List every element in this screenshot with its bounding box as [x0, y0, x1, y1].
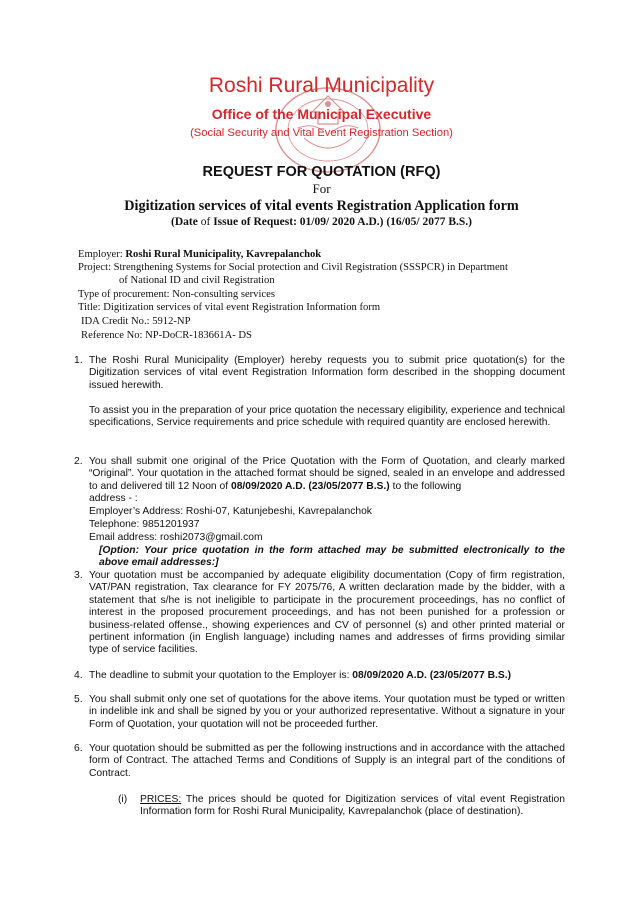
ida-credit: IDA Credit No.: 5912-NP: [81, 316, 191, 327]
item-3-text: Your quotation must be accompanied by adequate eligibility documentation (Copy of firm registration, VAT/PAN registration, Tax clearance for FY 2075/76, A written declaration made by the bidder, with a statement that s/he is not ineligible to participate in the procurement proceedings, has no conflict of interest in the proposed procurement proceedings, and has not been punished for a profession or business-related offense., showing experiences and CV of personnel (s) and other printed material or pertinent information (in English language) including names and addresses of firms providing similar type of service facilities.: [89, 570, 565, 656]
title-for: For: [312, 181, 331, 196]
item-6i-text: [140, 794, 565, 819]
item-6-number: 6.: [74, 743, 83, 754]
issue-date-prefix: (Date: [171, 216, 198, 228]
item-2-number: 2.: [74, 456, 83, 467]
item-4-number: 4.: [74, 670, 83, 681]
item-2-text-a: You shall submit one original of the Price Quotation with the Form of Quotation, and clearly marked “Original”. Your quotation in the attached format should be signed, sealed in an envelope and addressed to and delivered till 12 Noon of: [89, 456, 565, 492]
item-6i-number: (i): [118, 794, 128, 805]
reference-number: Reference No: NP-DoCR-183661A- DS: [81, 330, 252, 341]
item-4-deadline: 08/09/2020 A.D. (23/05/2077 B.S.): [352, 670, 512, 681]
item-1-text: The Roshi Rural Municipality (Employer) hereby requests you to submit price quotation(s) for the Digitization services of vital event Registration Information form described in the shopping document issued herewith.: [89, 355, 565, 391]
office-name: Office of the Municipal Executive: [211, 106, 432, 122]
document-subject: Digitization services of vital events Registration Application form: [124, 198, 519, 214]
telephone: Telephone: 9851201937: [89, 519, 200, 530]
org-name: Roshi Rural Municipality: [208, 74, 435, 97]
employer-address: Employer’s Address: Roshi-07, Katunjebeshi, Kavrepalanchok: [89, 506, 372, 517]
procurement-type: Type of procurement: Non-consulting services: [78, 289, 275, 300]
item-2-text: [89, 456, 565, 493]
item-1-number: 1.: [74, 355, 83, 366]
employer-line: [78, 249, 321, 261]
item-2-option: [Option: Your price quotation in the form attached may be submitted electronically to the above email addresses:]: [99, 545, 565, 569]
item-2-deadline: 08/09/2020 A.D. (23/05/2077 B.S.): [230, 480, 390, 492]
item-4-text: [89, 670, 511, 682]
item-6i-body: The prices should be quoted for Digitization services of vital event Registration Information form for Roshi Rural Municipality, Kavrepalanchok (place of destination).: [140, 794, 565, 818]
item-3-number: 3.: [74, 570, 83, 581]
issue-date-value: Issue of Request: 01/09/ 2020 A.D.) (16/05/ 2077 B.S.): [213, 216, 472, 228]
item-2-address: address - :: [89, 493, 138, 504]
item-6-text: Your quotation should be submitted as per the following instructions and in accordance with the attached form of Contract. The attached Terms and Conditions of Supply is an integral part of the conditions of Contract.: [89, 743, 565, 779]
issue-date: [0, 215, 643, 229]
email-address: Email address: roshi2073@gmail.com: [89, 532, 263, 543]
employer-value: Roshi Rural Municipality, Kavrepalanchok: [125, 249, 322, 260]
project-line-2: of National ID and civil Registration: [119, 275, 275, 286]
project-line-1: Project: Strengthening Systems for Social protection and Civil Registration (SSSPCR) in Department: [78, 262, 508, 273]
document-title: REQUEST FOR QUOTATION (RFQ): [202, 164, 441, 180]
item-2-text-b: to the following: [389, 480, 462, 492]
employer-label: Employer:: [78, 249, 126, 260]
issue-date-of: of: [197, 216, 214, 228]
title-line: Title: Digitization services of vital event Registration Information form: [78, 302, 381, 313]
item-1-assist-text: To assist you in the preparation of your price quotation the necessary eligibility, experience and technical specifications, Service requirements and price schedule with required quantity are enclosed herewith.: [89, 405, 565, 429]
item-5-number: 5.: [74, 694, 83, 705]
item-5-text: You shall submit only one set of quotations for the above items. Your quotation must be typed or written in indelible ink and shall be signed by you or your authorized representative. Without a signature in your Form of Quotation, your quotation will not be proceeded further.: [89, 694, 565, 730]
item-6i-label: PRICES:: [140, 794, 182, 805]
section-name: (Social Security and Vital Event Registration Section): [190, 127, 453, 139]
item-4-lead: The deadline to submit your quotation to the Employer is:: [89, 670, 353, 681]
